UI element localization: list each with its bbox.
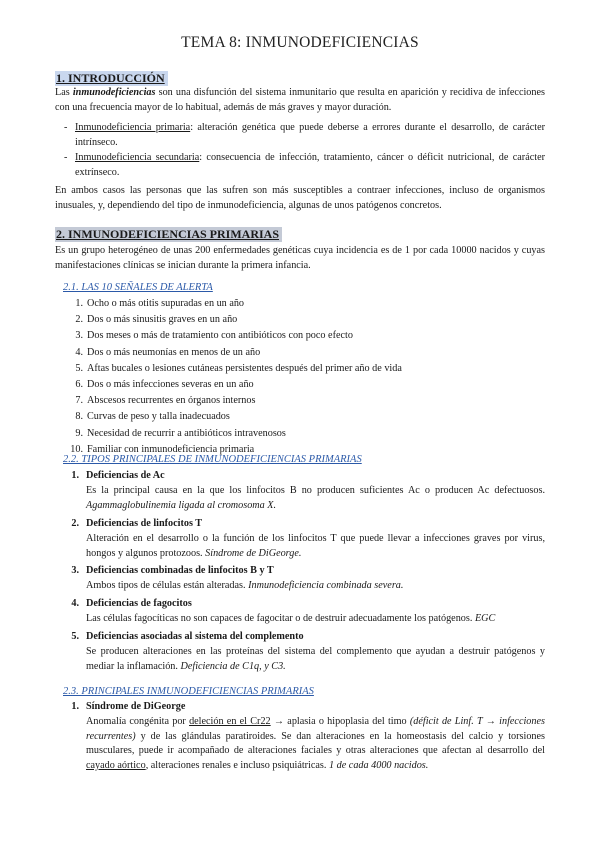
item-text: Se producen alteraciones en las proteínas del sistema del complemento que ayudan a destruir patógenos y mediar la inflamación.	[86, 646, 545, 672]
item-text: Ambos tipos de células están alteradas.	[86, 580, 249, 591]
alert-item	[67, 329, 545, 345]
dg-text-4: , alteraciones renales e incluso psiquiátricas.	[145, 759, 329, 771]
item-example: Síndrome de DiGeorge.	[205, 547, 302, 559]
alert-text: Abscesos recurrentes en órganos internos	[87, 395, 256, 407]
item-text: Es la principal causa en la que los linfocitos B no producen suficientes Ac o producen Ac defectuosos.	[86, 485, 545, 496]
bullet-text: : alteración genética que puede deberse a errores durante el desarrollo, de carácter intrínseco.	[75, 122, 545, 148]
alert-item	[67, 346, 545, 362]
dg-deletion-chrom: r22	[257, 716, 271, 727]
closing-paragraph: En ambos casos las personas que las sufren son más susceptibles a contraer infecciones, incluso de organismos inusuales, y, dependiendo del tipo de inmunodeficiencia, algunas de unos patógenos concretos.	[55, 185, 545, 211]
alert-signs-list	[67, 297, 545, 459]
item-heading: Deficiencias de Ac	[86, 470, 165, 481]
alert-item	[67, 313, 545, 329]
intro-term: inmunodeficiencias	[72, 87, 156, 98]
alert-text: Curvas de peso y talla inadecuados	[87, 411, 230, 423]
alert-number: 3.	[75, 330, 83, 342]
alert-number: 8.	[75, 411, 83, 423]
item-example: EGC	[474, 613, 496, 624]
bullet-primaria	[64, 121, 545, 150]
bullet-term: Inmunodeficiencia secundaria	[75, 152, 200, 163]
subsection-heading-principales: 2.3. PRINCIPALES INMUNODEFICIENCIAS PRIMARIAS	[63, 686, 314, 697]
section-heading-primarias: 2. INMUNODEFICIENCIAS PRIMARIAS	[55, 227, 282, 242]
intro-text-b: son una disfunción del sistema inmunitario que resulta en aparición y recidiva de infecciones con una frecuencia mayor de lo habitual, además de más graves y mayor duración.	[55, 87, 545, 113]
item-text: Alteración en el desarrollo o la función de los linfocitos T que puede llevar a infecciones graves por virus, hongos y algunos protozoos.	[86, 533, 545, 559]
page-title: TEMA 8: INMUNODEFICIENCIAS	[181, 34, 419, 51]
item-example: Inmunodeficiencia combinada severa.	[248, 580, 404, 591]
item-heading: Deficiencias de linfocitos T	[86, 518, 203, 529]
item-number: 1.	[71, 701, 79, 712]
alert-text: Aftas bucales o lesiones cutáneas persistentes después del primer año de vida	[87, 362, 402, 374]
dg-cayado: cayado aórtico	[86, 759, 146, 771]
item-text: Las células fagocíticas no son capaces de fagocitar o de destruir adecuadamente los patógenos.	[86, 613, 475, 624]
alert-item	[67, 394, 545, 410]
alert-item	[67, 378, 545, 394]
section-heading-introduccion: 1. INTRODUCCIÓN	[55, 71, 168, 86]
item-example: Deficiencia de C1q, y C3.	[180, 660, 286, 672]
alert-text: Necesidad de recurrir a antibióticos intravenosos	[87, 427, 286, 439]
alert-item	[67, 427, 545, 443]
primarias-intro: Es un grupo heterogéneo de unas 200 enfermedades genéticas cuya incidencia es de 1 por cada 10000 nacidos y cuyas manifestaciones clínicas se inician durante la primera infancia.	[55, 245, 545, 271]
dg-text-3: y de las glándulas paratiroides. Se dan alteraciones en la homeostasis del calcio y torsiones musculares, puede ir acompañado de alteraciones faciales y otras alteraciones que afectan al desarrollo del	[86, 730, 545, 757]
dg-deletion-text: deleción en el C	[189, 716, 258, 727]
alert-number: 4.	[75, 346, 83, 358]
bullet-term: Inmunodeficiencia primaria	[75, 122, 191, 133]
alert-number: 9.	[75, 427, 83, 439]
alert-item	[67, 410, 545, 426]
alert-number: 1.	[75, 298, 83, 309]
alert-text: Familiar con inmunodeficiencia primaria	[87, 443, 255, 455]
item-heading: Síndrome de DiGeorge	[86, 701, 186, 712]
alert-text: Dos o más neumonías en menos de un año	[87, 346, 261, 358]
bullet-secundaria	[64, 151, 545, 180]
item-number: 5.	[71, 631, 79, 642]
type-fagocitos	[67, 597, 545, 627]
dg-text-1: Anomalía congénita por	[86, 716, 190, 727]
dg-deletion	[189, 716, 271, 727]
alert-text: Dos o más sinusitis graves en un año	[87, 314, 238, 326]
alert-text: Dos meses o más de tratamiento con antibióticos con poco efecto	[87, 330, 353, 342]
item-number: 4.	[71, 598, 79, 609]
bullet-text: : consecuencia de infección, tratamiento, cáncer o déficit nutricional, de carácter extrínseco.	[75, 152, 545, 178]
dg-incidence: 1 de cada 4000 nacidos.	[329, 759, 429, 771]
dg-text-2-italic: (déficit de Linf. T → infecciones recurrentes)	[86, 716, 545, 742]
alert-number: 5.	[75, 362, 83, 374]
dash-marker: -	[64, 122, 68, 133]
item-example: Agammaglobulinemia ligada al cromosoma X.	[86, 499, 277, 511]
item-heading: Deficiencias asociadas al sistema del complemento	[86, 631, 304, 642]
item-number: 1.	[71, 470, 79, 481]
item-heading: Deficiencias combinadas de linfocitos B y T	[86, 565, 274, 576]
item-heading: Deficiencias de fagocitos	[86, 598, 192, 609]
digeorge-item	[67, 700, 545, 773]
intro-paragraph	[55, 86, 545, 115]
dg-text-2: → aplasia o hipoplasia del timo	[270, 716, 410, 727]
type-complemento	[67, 630, 545, 674]
alert-number: 6.	[75, 378, 83, 390]
subsection-heading-tipos: 2.2. TIPOS PRINCIPALES DE INMUNODEFICIENCIAS PRIMARIAS	[63, 454, 362, 465]
subsection-heading-senales: 2.1. LAS 10 SEÑALES DE ALERTA	[63, 282, 213, 293]
alert-number: 2.	[75, 314, 83, 326]
alert-item	[67, 297, 545, 313]
alert-item	[67, 362, 545, 378]
alert-number: 10.	[70, 443, 83, 455]
type-linfocitos-t	[67, 517, 545, 561]
type-ac	[67, 469, 545, 513]
alert-text: Dos o más infecciones severas en un año	[87, 378, 254, 390]
alert-number: 7.	[75, 395, 83, 407]
dash-marker: -	[64, 152, 68, 163]
item-number: 3.	[71, 565, 79, 576]
type-combinadas	[67, 564, 545, 594]
alert-text: Ocho o más otitis supuradas en un año	[87, 298, 245, 309]
intro-text-a: Las	[55, 87, 73, 98]
item-number: 2.	[71, 518, 79, 529]
